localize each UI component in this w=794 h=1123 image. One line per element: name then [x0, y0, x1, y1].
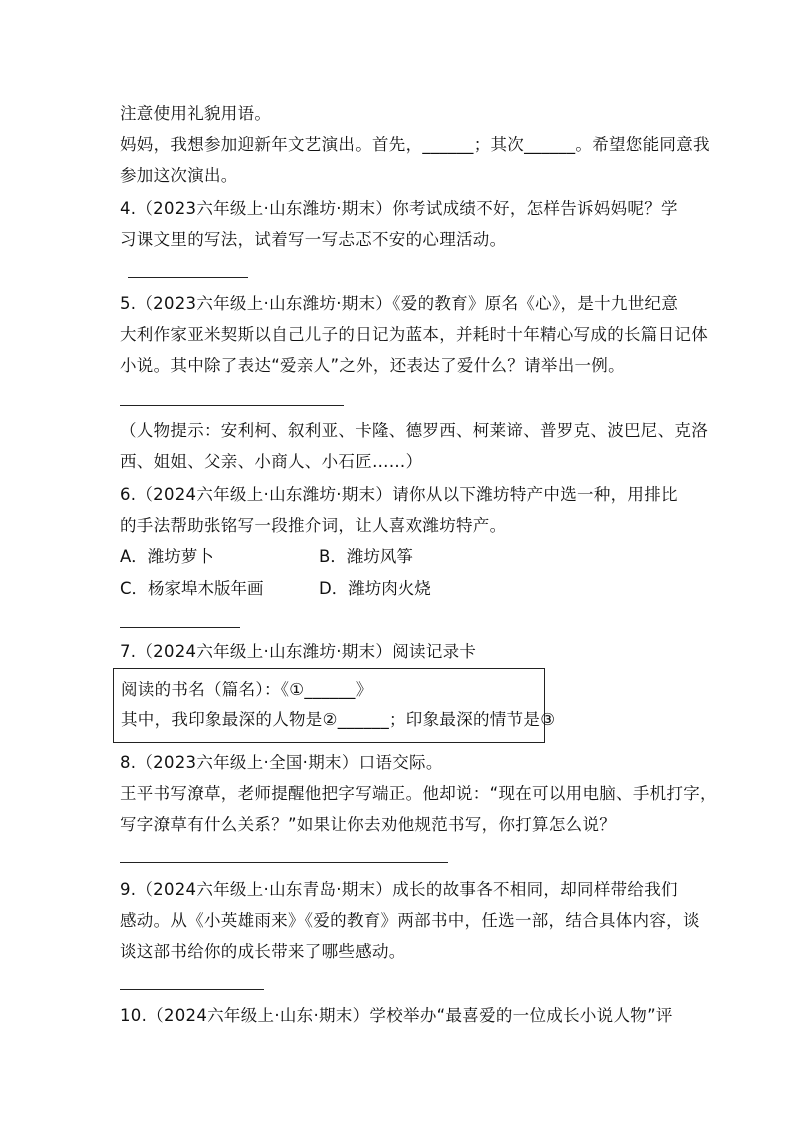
hint-line: 西、姐姐、父亲、小商人、小石匠……） — [120, 452, 423, 471]
text-line: 妈妈，我想参加迎新年文艺演出。首先，______；其次______。希望您能同意我 — [120, 135, 710, 154]
reading-record-card — [113, 668, 556, 743]
question-7-title: 7.（2024六年级上·山东潍坊·期末）阅读记录卡 — [120, 642, 477, 661]
text-line: 谈这部书给你的成长带来了哪些感动。 — [120, 942, 406, 961]
answer-line[interactable] — [120, 862, 448, 863]
answer-line[interactable] — [128, 277, 248, 278]
question-4-title: 4.（2023六年级上·山东潍坊·期末）你考试成绩不好，怎样告诉妈妈呢？学 — [120, 199, 678, 218]
option-c[interactable]: C．杨家埠木版年画 — [120, 579, 264, 598]
option-b[interactable]: B．潍坊风筝 — [319, 547, 413, 566]
question-6-title: 6.（2024六年级上·山东潍坊·期末）请你从以下潍坊特产中选一种，用排比 — [120, 485, 678, 504]
text-line: 感动。从《小英雄雨来》《爱的教育》两部书中，任选一部，结合具体内容，谈 — [120, 911, 700, 930]
answer-line[interactable] — [120, 405, 344, 406]
text-line: 小说。其中除了表达“爱亲人”之外，还表达了爱什么？请举出一例。 — [120, 356, 625, 375]
text-line: 王平书写潦草，老师提醒他把字写端正。他却说：“现在可以用电脑、手机打字， — [120, 784, 717, 803]
option-a[interactable]: A．潍坊萝卜 — [120, 547, 214, 566]
option-d[interactable]: D．潍坊肉火烧 — [319, 579, 431, 598]
answer-line[interactable] — [120, 989, 264, 990]
question-5-title: 5.（2023六年级上·山东潍坊·期末）《爱的教育》原名《心》，是十九世纪意 — [120, 294, 679, 313]
question-8-title: 8.（2023六年级上·全国·期末）口语交际。 — [120, 753, 443, 772]
hint-line: （人物提示：安利柯、叙利亚、卡隆、德罗西、柯莱谛、普罗克、波巴尼、克洛 — [120, 421, 708, 440]
card-row-book-title[interactable]: 阅读的书名（篇名）：《①______》 — [121, 680, 373, 699]
card-row-character[interactable]: 其中，我印象最深的人物是②______；印象最深的情节是③ — [121, 710, 556, 729]
question-9-title: 9.（2024六年级上·山东青岛·期末）成长的故事各不相同，却同样带给我们 — [120, 880, 678, 899]
text-line: 参加这次演出。 — [120, 166, 238, 185]
answer-line[interactable] — [120, 627, 240, 628]
question-10-title: 10.（2024六年级上·山东·期末）学校举办“最喜爱的一位成长小说人物”评 — [120, 1006, 673, 1025]
text-line: 注意使用礼貌用语。 — [120, 104, 272, 123]
text-line: 习课文里的写法，试着写一写忐忑不安的心理活动。 — [120, 230, 507, 249]
text-line: 写字潦草有什么关系？”如果让你去劝他规范书写，你打算怎么说？ — [120, 815, 617, 834]
text-line: 大利作家亚米契斯以自己儿子的日记为蓝本，并耗时十年精心写成的长篇日记体 — [120, 325, 708, 344]
text-line: 的手法帮助张铭写一段推介词，让人喜欢潍坊特产。 — [120, 516, 507, 535]
